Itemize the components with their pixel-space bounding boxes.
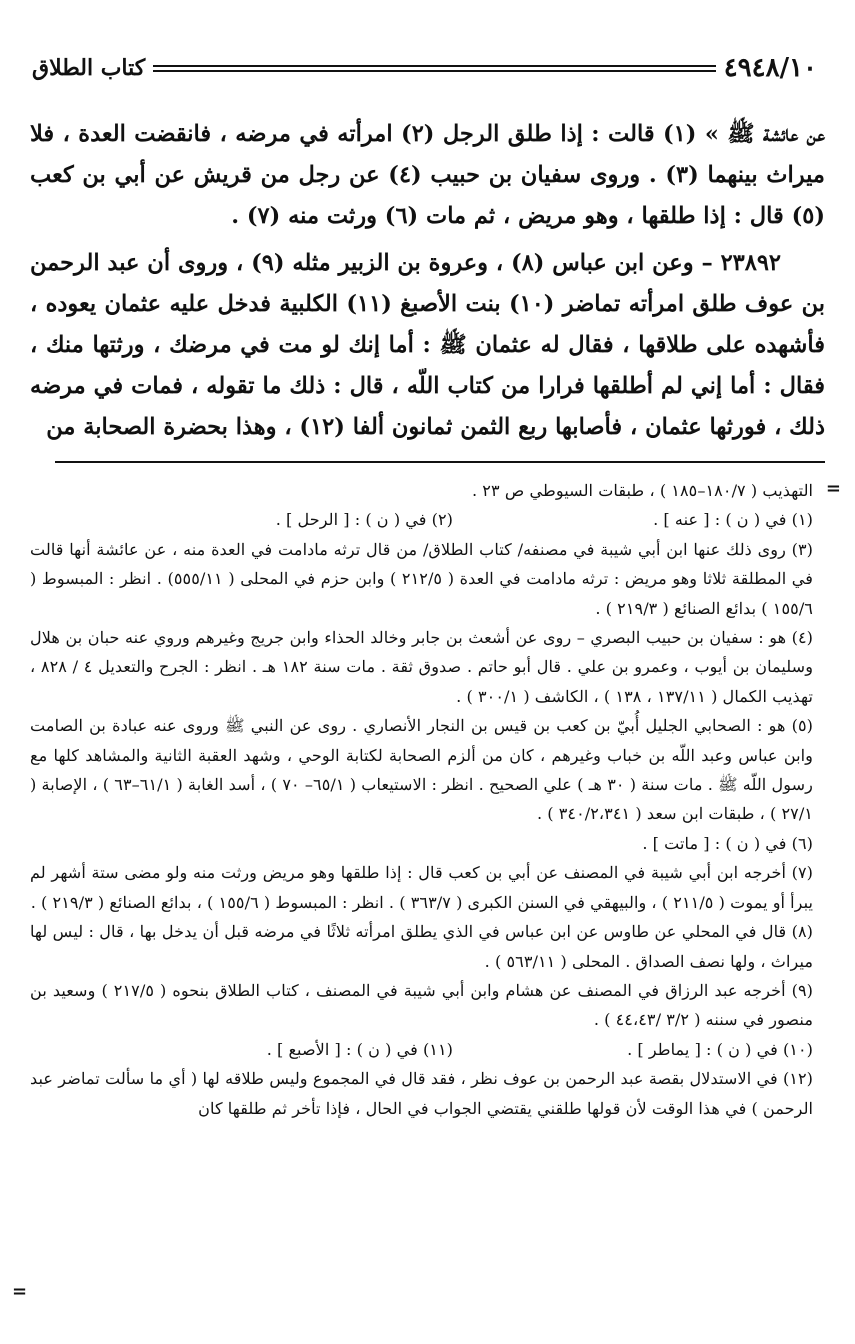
hadith-number: ٢٣٨٩٢ — [720, 250, 781, 276]
footnote-10: (١٠) في ( ن ) : [ يماطر ] . — [627, 1039, 813, 1059]
footnote-pair-1-2 — [30, 505, 813, 534]
footnotes — [30, 476, 813, 1123]
main-text — [30, 114, 825, 448]
end-continuation-mark: = — [12, 1281, 28, 1302]
footnote-3: (٣) روى ذلك عنها ابن أبي شيبة في مصنفه/ كتاب الطلاق/ من قال ترثه مادامت في العدة منه ، عن عائشة أنها قالت في المطلقة ثلاثا وهو مريض : ترثه مادامت في العدة ( ٢١٢/٥ ) وابن حزم في المحلى ( ٥٥٥/١١) . انظر : المبسوط ( ١٥٥/٦ ) بدائع الصنائع ( ٢١٩/٣ ) . — [30, 539, 813, 618]
footnote-11: (١١) في ( ن ) : [ الأصبع ] . — [266, 1039, 453, 1059]
footnote-4: (٤) هو : سفيان بن حبيب البصري – روى عن أشعث بن جابر وخالد الحذاء وابن جريج وغيرهم وروي عنه حبان بن هلال وسليمان بن أيوب ، وعمرو بن علي . قال أبو حاتم . صدوق ثقة . مات سنة ١٨٢ هـ . انظر : الجرح والتعديل ٤ / ٨٢٨ ، تهذيب الكمال ( ١٣٧/١١ ، ١٣٨ ) ، الكاشف ( ٣٠٠/١ ) . — [30, 628, 814, 706]
header-rule — [153, 65, 715, 72]
footnote-separator — [55, 461, 825, 463]
section-title: كتاب الطلاق — [32, 55, 146, 81]
footnote-9: (٩) أخرجه عبد الرزاق في المصنف عن هشام وابن أبي شيبة في المصنف ، كتاب الطلاق بنحوه ( ٢١٧/٥ ) وسعيد بن منصور في سننه ( ٣/٢ /٤٤،٤٣ ) . — [30, 980, 813, 1030]
footnote-1: (١) في ( ن ) : [ عنه ] . — [653, 510, 813, 530]
paragraph-2 — [30, 243, 825, 448]
footnote-12: (١٢) في الاستدلال بقصة عبد الرحمن بن عوف نظر ، فقد قال في المجموع وليس طلاقه لها ( أي ما سألت تماضر عبد الرحمن ) في هذا الوقت لأن قولها طلقني يقتضي الجواب في الحال ، فإذا تأخر ثم طلقها كان — [30, 1069, 813, 1118]
paragraph-2-text: – وعن ابن عباس (٨) ، وعروة بن الزبير مثله (٩) ، وروى أن عبد الرحمن بن عوف طلق امرأته تماضر (١٠) بنت الأصبغ (١١) الكلبية فدخل عليه عثمان يعوده ، فأشهده على طلاقها ، فقال له عثمان ﷺ : أما إنك لو مت في مرضك ، ورثتها منك ، فقال : أما إني لم أطلقها فرارا من كتاب اللّه ، قال : ذلك ما تقوله ، فمات في مرضه ذلك ، فورثها عثمان ، فأصابها ربع الثمن ثمانون ألفا (١٢) ، وهذا بحضرة الصحابة من — [30, 250, 826, 440]
continuation-mark: = — [825, 478, 841, 499]
page-header — [32, 48, 817, 88]
footnote-2: (٢) في ( ن ) : [ الرحل ] . — [275, 510, 453, 530]
footnote-5: (٥) هو : الصحابي الجليل أُبيّ بن كعب بن قيس بن النجار الأنصاري . روى عن النبي ﷺ وروى عنه عبادة بن الصامت وابن عباس وعبد اللّه بن خباب وغيرهم ، كان من ألزم الصحابة لكتابة الوحي ، وشهد العقبة الثانية والمشاهد كلها مع رسول اللّه ﷺ . مات سنة ( ٣٠ هـ ) علي الصحيح . انظر : الاستيعاب ( ٦٥/١– ٧٠ ) ، أسد الغابة ( ٦١/١–٦٣ ) ، الإصابة ( ٢٧/١ ) ، طبقات ابن سعد ( ٣٤٠/٢،٣٤١ ) . — [30, 716, 813, 824]
footnote-pair-10-11 — [30, 1035, 813, 1064]
footnote-continuation: التهذيب ( ١٨٠/٧–١٨٥ ) ، طبقات السيوطي ص ٢٣ . — [472, 481, 813, 500]
footnote-8: (٨) قال في المحلي عن طاوس عن ابن عباس في الذي يطلق امرأته ثلاثًا في مرضه قبل أن يدخل بها ، قال : ليس لها ميراث ، ولها نصف الصداق . المحلى ( ٥٦٣/١١ ) . — [30, 922, 813, 971]
page-number: ٤٩٤٨/١٠ — [723, 53, 817, 83]
footnote-7: (٧) أخرجه ابن أبي شيبة في المصنف عن أبي بن كعب قال : إذا طلقها وهو مريض ورثت منه ولو مضى ستة أشهر لم يبرأ أو يموت ( ٢١١/٥ ) ، والبيهقي في السنن الكبرى ( ٣٦٣/٧ ) . انظر : المبسوط ( ١٥٥/٦ ) ، بدائع الصنائع ( ٢١٩/٣ ) . — [30, 863, 813, 912]
paragraph-1: عن عائشة ﷺ » (١) قالت : إذا طلق الرجل (٢) امرأته في مرضه ، فانقضت العدة ، فلا ميراث بينهما (٣) . وروى سفيان بن حبيب (٤) عن رجل من قريش عن أبي بن كعب (٥) قال : إذا طلقها ، وهو مريض ، ثم مات (٦) ورثت منه (٧) . — [30, 121, 826, 229]
footnote-6: (٦) في ( ن ) : [ ماتت ] . — [642, 833, 813, 853]
